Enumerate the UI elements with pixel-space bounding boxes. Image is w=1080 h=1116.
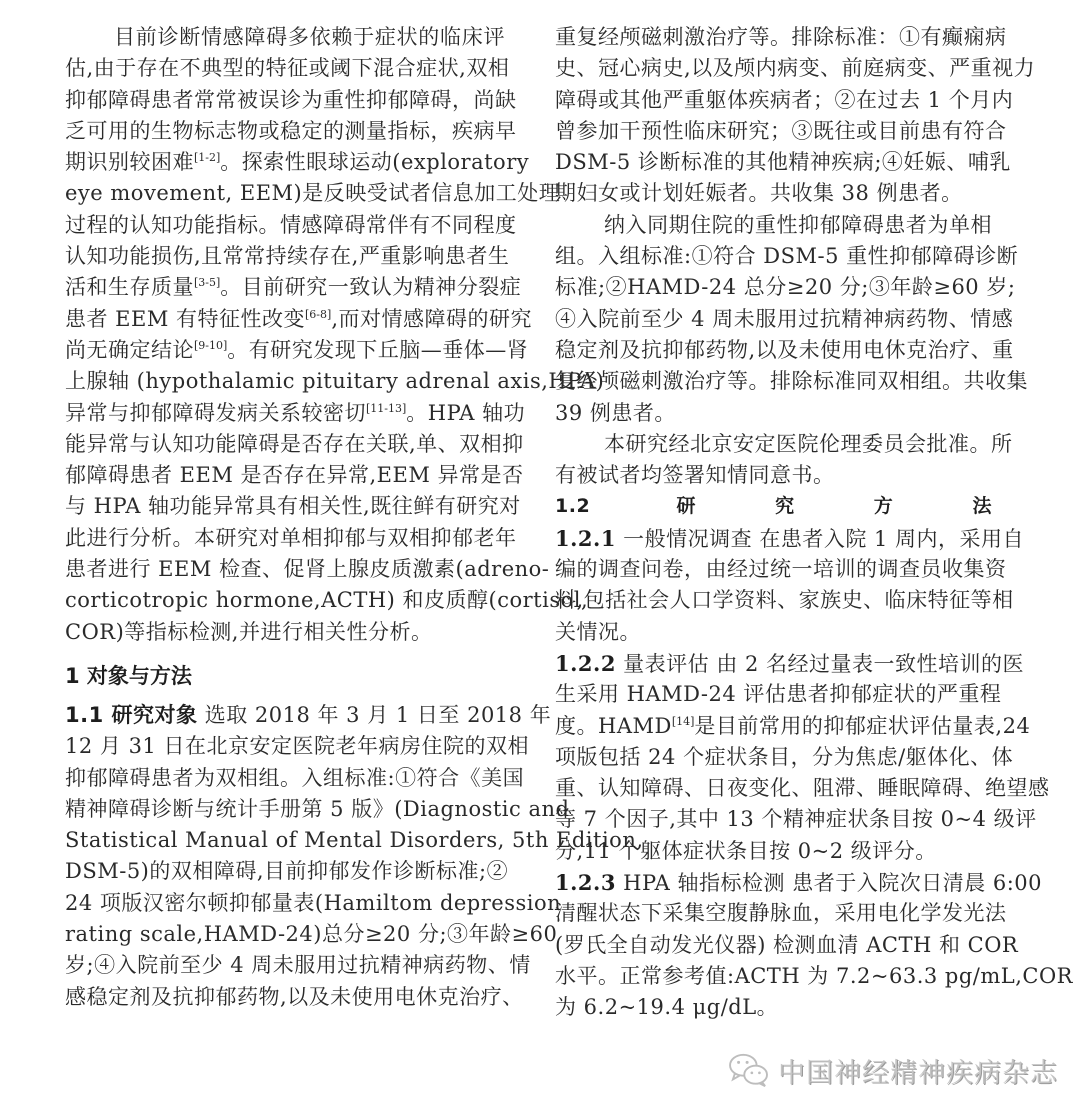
text-line <box>65 763 525 794</box>
line-text: 标准;②HAMD-24 总分≥20 分;③年龄≥60 岁; <box>555 275 1016 300</box>
line-text: 重复经颅磁刺激治疗等。排除标准：①有癫痫病 <box>555 25 1007 49</box>
text-line <box>65 523 517 554</box>
text-line <box>555 648 1025 679</box>
text-line <box>555 53 1036 84</box>
text-line <box>65 178 561 209</box>
line-text: 曾参加干预性临床研究；③既往或目前患有符合 <box>555 118 1007 143</box>
unipolar-paragraph <box>555 210 1028 429</box>
text-line <box>555 429 1013 460</box>
text-line <box>555 272 1016 303</box>
line-text: 关情况。 <box>555 619 641 644</box>
text-line <box>555 867 1043 898</box>
line-text: 组。入组标准:①符合 DSM-5 重性抑郁障碍诊断 <box>555 244 1019 269</box>
line-text: 复经颅磁刺激治疗等。排除标准同双相组。共收集 <box>555 369 1028 394</box>
line-text: rating scale,HAMD-24)总分≥20 分;③年龄≥60 <box>65 922 558 947</box>
line-text: 精神障碍诊断与统计手册第 5 版》(Diagnostic and <box>65 796 570 821</box>
line-text: 活和生存质量 <box>65 275 194 300</box>
text-line <box>555 617 992 648</box>
subsection-1-2-2 <box>555 648 1050 867</box>
right-column <box>555 22 1073 1024</box>
text-line <box>555 116 1007 147</box>
line-text: 本研究经北京安定医院伦理委员会批准。所 <box>604 431 1013 456</box>
text-line <box>65 85 517 116</box>
text-line <box>65 147 530 178</box>
line-text: 期妇女或计划妊娠者。共收集 38 例患者。 <box>555 181 963 206</box>
line-text: DSM-5 诊断标准的其他精神疾病;④妊娠、哺乳 <box>555 150 1011 175</box>
line-text: 39 例患者。 <box>555 400 676 425</box>
subsection-number-1-2-1: 1.2.1 <box>555 525 616 551</box>
text-line <box>65 491 521 522</box>
exclusion-paragraph <box>555 22 1036 210</box>
citation-reference[interactable]: [6-8] <box>305 307 332 321</box>
line-text: 生采用 HAMD-24 评估患者抑郁症状的严重程 <box>555 682 1002 707</box>
subsection-title-1-2-2: 量表评估 <box>615 651 710 676</box>
text-line <box>65 210 517 241</box>
citation-reference[interactable]: [9-10] <box>194 338 228 352</box>
line-text: (罗氏全自动发光仪器) 检测血清 ACTH 和 COR <box>555 932 1019 957</box>
line-text: 史、冠心病史,以及颅内病变、前庭病变、严重视力 <box>555 56 1036 81</box>
line-text: 选取 2018 年 3 月 1 日至 2018 年 <box>197 702 552 727</box>
text-line <box>555 460 992 491</box>
line-text: 患者 EEM 有特征性改变 <box>65 306 306 331</box>
line-text: 郁障碍患者 EEM 是否存在异常,EEM 异常是否 <box>65 463 524 488</box>
line-text-continued: 。有研究发现下丘脑—垂体—肾 <box>227 337 529 362</box>
text-line <box>555 178 992 209</box>
subsection-title-1-2-1: 一般情况调查 <box>615 526 753 551</box>
text-line <box>555 85 1014 116</box>
text-line <box>65 398 526 429</box>
text-line <box>65 950 531 981</box>
line-text: 分,11 个躯体症状条目按 0~2 级评分。 <box>555 838 937 863</box>
text-line <box>65 335 529 366</box>
wechat-icon <box>728 1052 770 1088</box>
text-line <box>555 992 992 1023</box>
text-line <box>65 429 524 460</box>
line-text: 能异常与认知功能障碍是否存在关联,单、双相抑 <box>65 431 524 456</box>
citation-reference[interactable]: [11-13] <box>366 401 407 415</box>
line-text: 有被试者均签署知情同意书。 <box>555 463 835 488</box>
text-line <box>555 773 1050 804</box>
text-line <box>65 700 552 731</box>
ethics-paragraph <box>555 429 1013 492</box>
line-text: 项版包括 24 个症状条目，分为焦虑/躯体化、体 <box>555 744 1014 769</box>
line-text: 认知功能损伤,且常常持续存在,严重影响患者生 <box>65 244 510 269</box>
text-line <box>65 731 529 762</box>
line-text: 感稳定剂及抗抑郁药物,以及未使用电休克治疗、 <box>65 984 524 1009</box>
section-heading: 1 对象与方法 <box>65 663 192 688</box>
line-text: 上腺轴 (hypothalamic pituitary adrenal axis,HPA) <box>65 369 605 394</box>
line-text-continued: 。HPA 轴功 <box>406 400 526 425</box>
line-text: 此进行分析。本研究对单相抑郁与双相抑郁老年 <box>65 525 517 550</box>
watermark-text: 中国神经精神疾病杂志 <box>778 1057 1058 1089</box>
text-line <box>65 585 589 616</box>
subsection-label-1-1: 1.1 研究对象 <box>65 702 198 727</box>
line-text: 由 2 名经过量表一致性培训的医 <box>709 651 1025 676</box>
line-text: 尚无确定结论 <box>65 337 194 362</box>
text-line <box>555 398 992 429</box>
text-line <box>555 836 992 867</box>
line-text: 在患者入院 1 周内，采用自 <box>752 526 1025 551</box>
text-line <box>555 679 1002 710</box>
line-text: 水平。正常参考值:ACTH 为 7.2~63.3 pg/mL,COR <box>555 963 1073 988</box>
citation-reference[interactable]: [14] <box>671 714 695 728</box>
line-text: 12 月 31 日在北京安定医院老年病房住院的双相 <box>65 734 529 759</box>
line-text: 稳定剂及抗抑郁药物,以及未使用电休克治疗、重 <box>555 337 1014 362</box>
line-text: 重、认知障碍、日夜变化、阻滞、睡眠障碍、绝望感 <box>555 776 1050 801</box>
line-text-continued: 。探索性眼球运动(exploratory <box>220 150 530 175</box>
line-text: 异常与抑郁障碍发病关系较密切 <box>65 400 366 425</box>
text-line <box>555 961 1073 992</box>
text-line <box>65 856 509 887</box>
line-text: 编的调查问卷，由经过统一培训的调查员收集资 <box>555 557 1007 582</box>
line-text: 抑郁障碍患者为双相组。入组标准:①符合《美国 <box>65 765 525 790</box>
journal-watermark <box>728 1050 1058 1090</box>
text-line <box>65 116 517 147</box>
line-text: 患者于入院次日清晨 6:00 <box>785 871 1043 896</box>
subsection-number-1-2-2: 1.2.2 <box>555 650 616 676</box>
line-text: 目前诊断情感障碍多依赖于症状的临床评 <box>114 25 505 49</box>
text-line <box>555 898 1007 929</box>
line-text: 估,由于存在不典型的特征或阈下混合症状,双相 <box>65 56 510 81</box>
text-line <box>555 585 1014 616</box>
text-line <box>65 617 505 648</box>
text-line <box>555 241 1019 272</box>
line-text: Statistical Manual of Mental Disorders, 5th Edition, <box>65 828 644 853</box>
text-line <box>555 711 1031 742</box>
text-line <box>555 554 1007 585</box>
text-line <box>65 554 550 585</box>
line-text-continued: 。目前研究一致认为精神分裂症 <box>220 275 522 300</box>
line-text: 期识别较困难 <box>65 150 194 175</box>
line-text: 乏可用的生物标志物或稳定的测量指标，疾病早 <box>65 118 517 143</box>
text-line <box>65 241 510 272</box>
text-line <box>65 272 522 303</box>
text-line <box>555 22 1007 53</box>
line-text: 料,包括社会人口学资料、家族史、临床特征等相 <box>555 588 1014 613</box>
line-text: ④入院前至少 4 周未服用过抗精神病药物、情感 <box>555 306 1014 331</box>
line-text: eye movement, EEM)是反映受试者信息加工处理 <box>65 181 561 206</box>
line-text: 纳入同期住院的重性抑郁障碍患者为单相 <box>604 212 992 237</box>
subsection-number-1-2-3: 1.2.3 <box>555 870 616 896</box>
text-line <box>65 825 644 856</box>
text-line <box>65 888 562 919</box>
citation-reference[interactable]: [3-5] <box>194 276 221 290</box>
line-text: 24 项版汉密尔顿抑郁量表(Hamiltom depression <box>65 890 562 915</box>
subsection-title-1-2-3: HPA 轴指标检测 <box>615 871 786 896</box>
text-line <box>555 366 1028 397</box>
text-line <box>555 742 1014 773</box>
text-line <box>65 982 524 1013</box>
line-text: 岁;④入院前至少 4 周未服用过抗精神病药物、情 <box>65 953 531 978</box>
line-text: DSM-5)的双相障碍,目前抑郁发作诊断标准;② <box>65 859 509 884</box>
text-line <box>65 53 510 84</box>
line-text-continued: ,而对情感障碍的研究 <box>331 306 532 331</box>
line-text: 等 7 个因子,其中 13 个精神症状条目按 0~4 级评 <box>555 807 1037 832</box>
citation-reference[interactable]: [1-2] <box>194 151 221 165</box>
line-text: 过程的认知功能指标。情感障碍常伴有不同程度 <box>65 212 517 237</box>
text-line <box>555 304 1014 335</box>
text-line <box>555 804 1037 835</box>
line-text: 与 HPA 轴功能异常具有相关性,既往鲜有研究对 <box>65 494 521 519</box>
line-text-continued: 是目前常用的抑郁症状评估量表,24 <box>694 713 1031 738</box>
line-text: 度。HAMD <box>555 713 672 738</box>
text-line <box>65 366 605 397</box>
subsection-1-2-1 <box>555 523 1025 648</box>
text-line <box>555 335 1014 366</box>
line-text: 患者进行 EEM 检查、促肾上腺皮质激素(adreno- <box>65 557 550 582</box>
line-text: 抑郁障碍患者常常被误诊为重性抑郁障碍，尚缺 <box>65 87 517 112</box>
text-line <box>65 22 505 53</box>
text-line <box>65 460 524 491</box>
text-line <box>65 919 558 950</box>
line-text: 障碍或其他严重躯体疾病者；②在过去 1 个月内 <box>555 87 1014 112</box>
text-line <box>555 930 1019 961</box>
line-text: corticotropic hormone,ACTH) 和皮质醇(cortisol, <box>65 588 589 613</box>
line-text: COR)等指标检测,并进行相关性分析。 <box>65 619 433 644</box>
text-line <box>555 147 1011 178</box>
text-line <box>555 210 992 241</box>
line-text: 为 6.2~19.4 μg/dL。 <box>555 995 779 1020</box>
text-line <box>555 523 1025 554</box>
text-line <box>65 304 532 335</box>
text-line <box>65 794 570 825</box>
subsection-heading-1-2: 1.2 研究方法 <box>555 495 992 518</box>
subsection-1-2-3 <box>555 867 1073 1023</box>
line-text: 清醒状态下采集空腹静脉血，采用电化学发光法 <box>555 901 1007 926</box>
